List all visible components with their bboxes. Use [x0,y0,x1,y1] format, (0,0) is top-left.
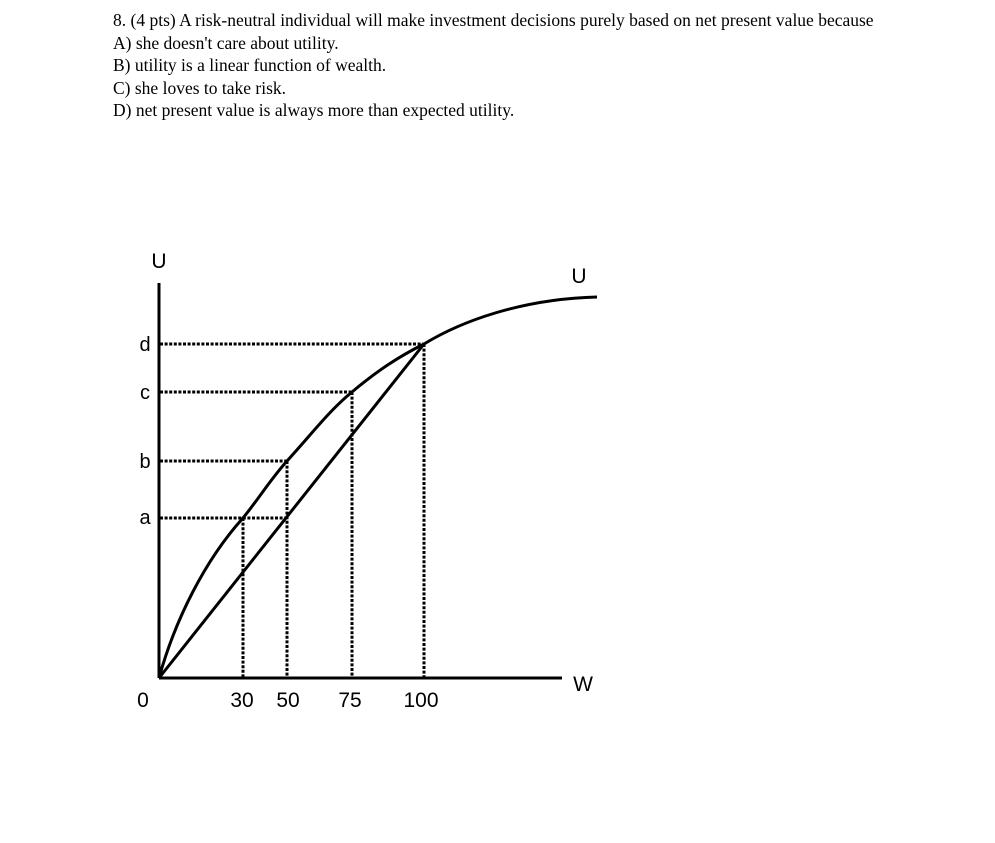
y-tick-b: b [139,451,151,473]
x-tick-50: 50 [276,689,300,712]
utility-curve [159,297,597,678]
origin-label: 0 [137,689,149,712]
question-stem: 8. (4 pts) A risk-neutral individual will make investment decisions purely based on net present value because [113,10,874,30]
x-tick-30: 30 [230,689,254,712]
option-c: C) she loves to take risk. [113,77,287,98]
y-tick-c: c [140,382,150,404]
y-tick-a: a [139,507,151,529]
linear-chord [159,344,424,678]
y-axis-label: U [151,250,167,273]
curve-label: U [571,265,587,288]
x-axis-label: W [573,673,593,696]
option-b: B) utility is a linear function of wealth. [113,55,387,75]
option-a: A) she doesn't care about utility. [113,32,339,53]
option-d: D) net present value is always more than expected utility. [113,100,515,120]
y-tick-d: d [139,334,151,356]
x-tick-75: 75 [338,689,362,712]
x-tick-100: 100 [403,689,439,712]
